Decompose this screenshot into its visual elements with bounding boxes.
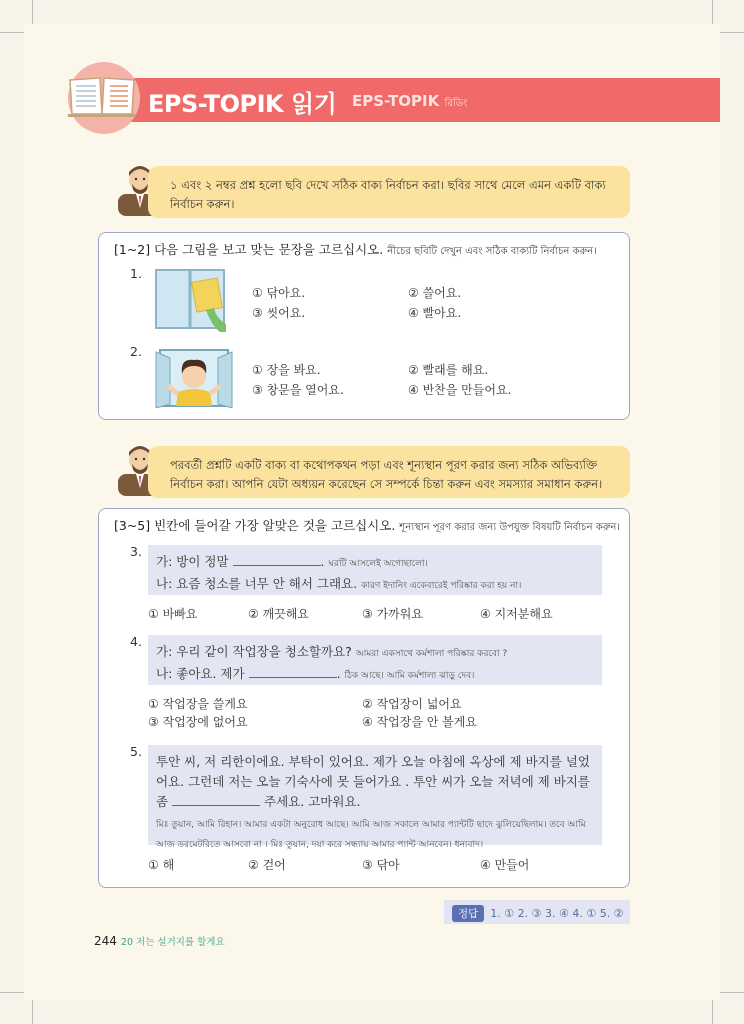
q4-line2-tail: .: [336, 666, 341, 681]
section1-heading-small: নীচের ছবিটি দেখুন এবং সঠিক বাক্যটি নির্বাচন করুন।: [387, 246, 597, 257]
window-wiping-illustration: [154, 268, 226, 332]
answer-label: 정답: [452, 905, 484, 922]
q3-line2: [156, 574, 594, 596]
section2-heading-text: [3~5] 빈칸에 들어갈 가장 알맞은 것을 고르십시오.: [114, 518, 396, 533]
question-number: 5.: [130, 744, 142, 759]
section2-heading-small: শূন্যস্থান পূরণ করার জন্য উপযুক্ত বিষয়টি নির্বাচন করুন।: [399, 522, 620, 533]
q4-dialogue: [148, 635, 602, 685]
chapter-title: 20 저는 설거지를 할게요: [120, 937, 225, 948]
q4-line2: [156, 664, 594, 686]
q3-option-2[interactable]: ② 깨끗해요: [248, 607, 309, 621]
q5-option-2[interactable]: ② 걷어: [248, 858, 286, 872]
subtitle-small: রিডিং: [444, 98, 468, 109]
q5-blank[interactable]: [172, 794, 260, 806]
q1-option-4[interactable]: ④ 빨아요.: [408, 306, 462, 320]
q4-line1: [156, 642, 594, 664]
q3-blank[interactable]: [233, 554, 321, 566]
section1-heading-text: [1~2] 다음 그림을 보고 맞는 문장을 고르십시오.: [114, 242, 384, 257]
q3-line1-text: 가: 방이 정말: [156, 554, 229, 569]
q5-translation: [156, 814, 594, 854]
q3-option-1[interactable]: ① 바빠요: [148, 607, 198, 621]
q4-line2-small: ঠিক আছে। আমি কর্মশালা ঝাড়ু দেব।: [344, 671, 475, 681]
section1-heading: [114, 240, 597, 261]
q3-line2-small: কারণ ইদানিং একেবারেই পরিষ্কার করা হয় না।: [361, 581, 522, 591]
question-number: 1.: [130, 266, 142, 281]
q3-option-4[interactable]: ④ 지저분해요: [480, 607, 553, 621]
q5-passage: [148, 745, 602, 850]
q1-option-2[interactable]: ② 쓸어요.: [408, 286, 462, 300]
instruction-box-2: পরবর্তী প্রশ্নটি একটি বাক্য বা কথোপকথন পড়া এবং শূন্যস্থান পূরণ করার জন্য সঠিক অভিব্যক্তি নির্বাচন করা। আপনি যেটা অধ্যয়ন করেছেন সে সম্পর্কে চিন্তা করুন এবং সমস্যার সমাধান করুন।: [148, 446, 630, 498]
q5-text-small: মিঃ তুয়ান, আমি রিহান। আমার একটা অনুরোধ আছে। আমি আজ সকালে আমার প্যান্টটি ছাদে ঝুলিয়েছিলাম। তবে আমি আজ ডরমেটরিতে আসবো না । মিঃ তুয়ান, দয়া করে সন্ধ্যায় আমার প্যান্ট আনবেন। ধন্যবাদ।: [156, 820, 586, 850]
section2-heading: [114, 516, 620, 537]
window-opening-illustration: [154, 346, 234, 408]
subtitle-text: EPS-TOPIK: [352, 92, 440, 110]
question-number: 2.: [130, 344, 142, 359]
q4-line1-small: আমরা একসাথে কর্মশালা পরিষ্কার করবো ?: [355, 649, 508, 659]
q3-line1-small: ঘরটি আসলেই অগোছালো।: [328, 559, 428, 569]
q5-option-1[interactable]: ① 해: [148, 858, 175, 872]
q4-option-1[interactable]: ① 작업장을 쓸게요: [148, 697, 248, 711]
q3-dialogue: [148, 545, 602, 595]
q4-line1-text: 가: 우리 같이 작업장을 청소할까요?: [156, 644, 352, 659]
answer-text: 1. ① 2. ③ 3. ④ 4. ① 5. ②: [490, 907, 624, 920]
q2-option-3[interactable]: ③ 창문을 열어요.: [252, 383, 344, 397]
question-number: 3.: [130, 544, 142, 559]
q3-line1-tail: .: [320, 554, 325, 569]
q5-text1: 투안 씨, 저 리한이에요. 부탁이 있어요. 제가 오늘 아침에 옥상에 제 바지를 널었어요. 그런데 저는 오늘 기숙사에 못 들어가요 . 투안 씨가 오늘 저녁에 제 바지를 좀: [156, 754, 590, 809]
q5-text2: 주세요. 고마워요.: [264, 794, 361, 809]
page-subtitle: [352, 92, 467, 113]
q4-blank[interactable]: [249, 666, 337, 678]
q3-option-3[interactable]: ③ 가까워요: [362, 607, 423, 621]
q3-line1: [156, 552, 594, 574]
q4-option-3[interactable]: ③ 작업장에 없어요: [148, 715, 248, 729]
q4-line2-text: 나: 좋아요. 제가: [156, 666, 245, 681]
question-number: 4.: [130, 634, 142, 649]
q2-option-1[interactable]: ① 장을 봐요.: [252, 363, 321, 377]
q5-option-4[interactable]: ④ 만들어: [480, 858, 530, 872]
q2-option-4[interactable]: ④ 반찬을 만들어요.: [408, 383, 512, 397]
page-footer: [94, 934, 225, 948]
q4-option-2[interactable]: ② 작업장이 넓어요: [362, 697, 462, 711]
q1-option-3[interactable]: ③ 씻어요.: [252, 306, 306, 320]
q2-option-2[interactable]: ② 빨래를 해요.: [408, 363, 489, 377]
q1-option-1[interactable]: ① 닦아요.: [252, 286, 306, 300]
page-title: EPS-TOPIK 읽기: [148, 90, 337, 118]
q5-text: [156, 752, 594, 812]
q4-option-4[interactable]: ④ 작업장을 안 볼게요: [362, 715, 477, 729]
open-book-icon: [66, 74, 138, 118]
answer-key: [444, 900, 630, 924]
page-number: 244: [94, 934, 117, 948]
q5-option-3[interactable]: ③ 닦아: [362, 858, 400, 872]
q3-line2-text: 나: 요즘 청소를 너무 안 해서 그래요.: [156, 576, 358, 591]
instruction-box-1: ১ এবং ২ নম্বর প্রশ্ন হলো ছবি দেখে সঠিক বাক্য নির্বাচন করা। ছবির সাথে মেলে এমন একটি বাক্য নির্বাচন করুন।: [148, 166, 630, 218]
